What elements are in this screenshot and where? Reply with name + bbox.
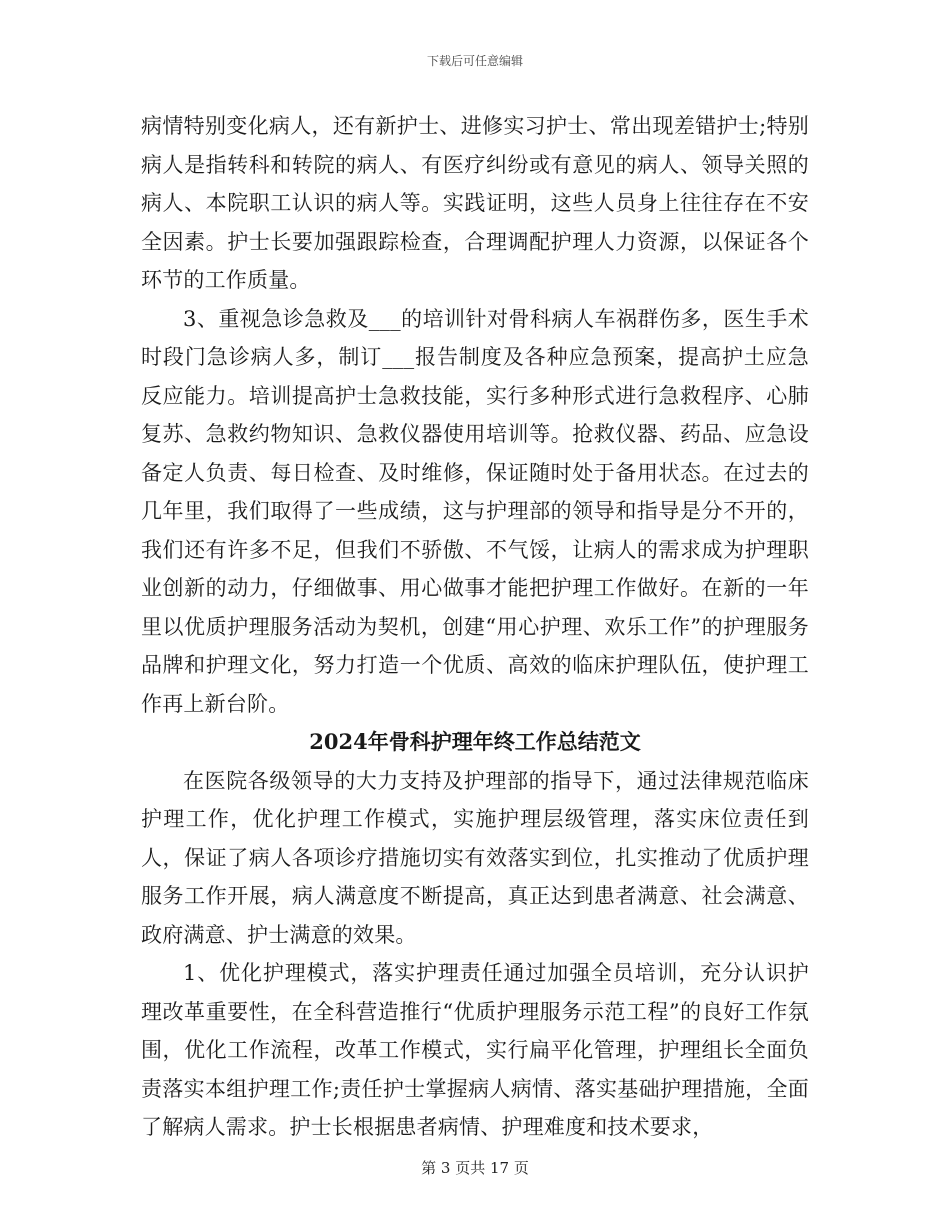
page-header-note: 下载后可任意编辑 [426,54,523,68]
document-body [141,107,809,1147]
paragraph-continuation: 病情特别变化病人，还有新护士、进修实习护士、常出现差错护士;特别病人是指转科和转院的病人、有医疗纠纷或有意见的病人、领导关照的病人、本院职工认识的病人等。实践证明，这些人员身上往往存在不安全因素。护士长要加强跟踪检查，合理调配护理人力资源，以保证各个环节的工作质量。 [141,114,809,292]
section-title: 2024年骨科护理年终工作总结范文 [309,729,641,754]
paragraph-intro: 在医院各级领导的大力支持及护理部的指导下，通过法律规范临床护理工作，优化护理工作模式，实施护理层级管理，落实床位责任到人，保证了病人各项诊疗措施切实有效落实到位，扎实推动了优质护理服务工作开展，病人满意度不断提高，真正达到患者满意、社会满意、政府满意、护士满意的效果。 [141,768,809,947]
page-number: 第 3 页共 17 页 [421,1159,529,1177]
paragraph-care-model: 1、优化护理模式，落实护理责任通过加强全员培训，充分认识护理改革重要性，在全科营造推行“优质护理服务示范工程”的良好工作氛围，优化工作流程，改革工作模式，实行扁平化管理，护理组长全面负责落实本组护理工作;责任护士掌握病人病情、落实基础护理措施，全面了解病人需求。护士长根据患者病情、护理难度和技术要求， [141,961,809,1139]
paragraph-emergency-training: 3、重视急诊急救及___的培训针对骨科病人车祸群伤多，医生手术时段门急诊病人多，制订___报告制度及各种应急预案，提高护土应急反应能力。培训提高护士急救技能，实行多种形式进行急救程序、心肺复苏、急救约物知识、急救仪器使用培训等。抢救仪器、药品、应急设备定人负责、每日检查、及时维修，保证随时处于备用状态。在过去的几年里，我们取得了一些成绩，这与护理部的领导和指导是分不开的，我们还有许多不足，但我们不骄傲、不气馁，让病人的需求成为护理职业创新的动力，仔细做事、用心做事才能把护理工作做好。在新的一年里以优质护理服务活动为契机，创建“用心护理、欢乐工作”的护理服务品牌和护理文化，努力打造一个优质、高效的临床护理队伍，使护理工作再上新台阶。 [141,306,809,716]
